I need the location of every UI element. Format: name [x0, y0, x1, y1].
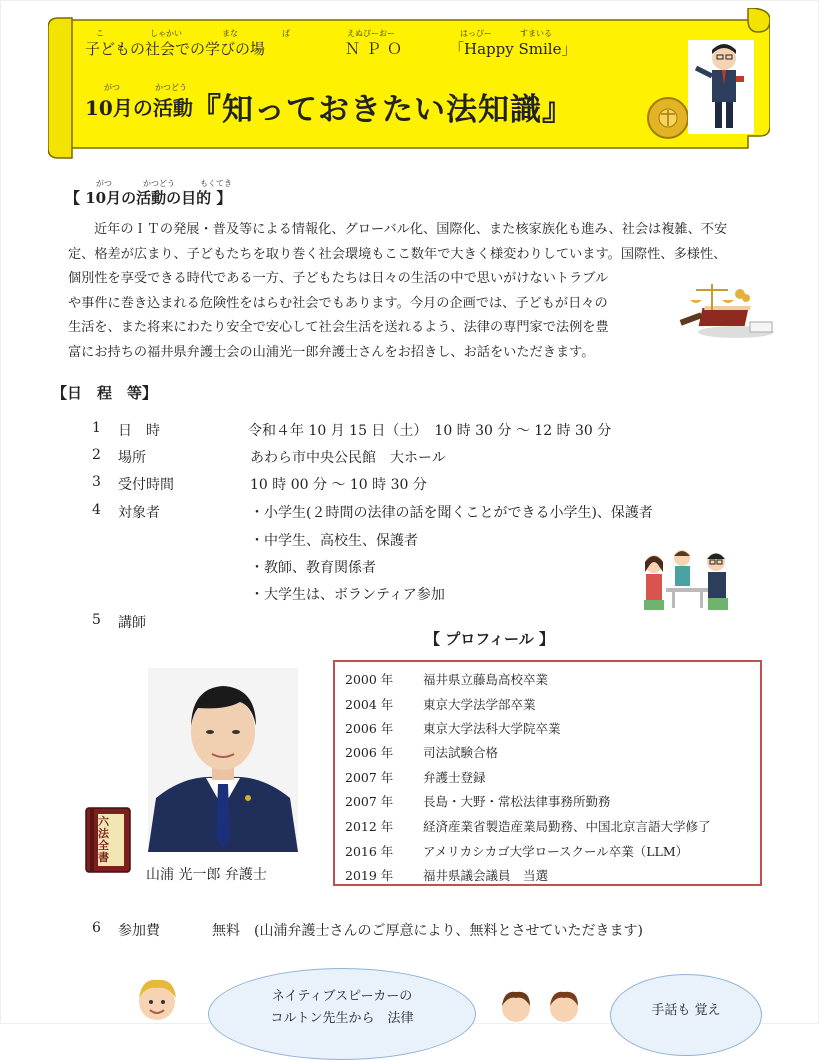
speech-bubble-left — [208, 968, 476, 1060]
profile-year: 2000 年 — [345, 672, 394, 687]
purpose-line: 富にお持ちの福井県弁護士会の山浦光一郎弁護士さんをお招きし、お話をいただきます。 — [68, 344, 595, 360]
lecturer-label: 講師 — [118, 615, 146, 631]
schedule-value: あわら市中央公民館 大ホール — [250, 450, 446, 466]
ruby-katsudou: かつどう — [155, 83, 187, 92]
law-book-label: 六法全書 — [98, 815, 109, 864]
profile-year: 2006 年 — [345, 745, 394, 760]
target-item: ・中学生、高校生、保護者 — [250, 533, 418, 549]
schedule-label: 対象者 — [118, 505, 160, 521]
profile-text: 経済産業省製造産業局勤務、中国北京言語大学修了 — [423, 819, 711, 834]
profile-year: 2012 年 — [345, 819, 394, 834]
profile-year: 2007 年 — [345, 794, 394, 809]
bubble-left-line1: ネイティブスピーカーの — [271, 989, 413, 1004]
ruby-gatsu: がつ — [104, 83, 120, 92]
teacher-illustration-icon — [688, 40, 754, 134]
target-item: ・大学生は、ボランティア参加 — [250, 587, 445, 603]
ruby-ba: ば — [282, 29, 290, 38]
ruby-npo: えぬぴーおー — [347, 29, 395, 38]
bubble-left-line2: コルトン先生から 法律 — [270, 1011, 414, 1026]
purpose-line: 生活を、また将来にわたり安全で安心して社会生活を送れるよう、法律の専門家で法例を豊 — [68, 320, 609, 335]
profile-text: 弁護士登録 — [423, 770, 486, 785]
profile-year: 2016 年 — [345, 844, 394, 859]
schedule-num: 2 — [92, 447, 101, 463]
fee-value: 無料 (山浦弁護士さんのご厚意により、無料とさせていただきます) — [212, 923, 643, 939]
schedule-heading: 【日 程 等】 — [52, 384, 158, 402]
schedule-label: 場所 — [118, 450, 146, 466]
purpose-paragraph — [68, 218, 768, 365]
banner-subtitle: 子どもの社会での学びの場 — [85, 40, 266, 58]
profile-text: 司法試験合格 — [423, 745, 499, 760]
purpose-line: 個別性を享受できる時代である一方、子どもたちは日々の生活の中で思いがけないトラブル — [68, 271, 609, 286]
ruby-happy: はっぴー — [460, 29, 492, 38]
schedule-value: 10 時 00 分 〜 10 時 30 分 — [250, 477, 427, 493]
children-icon — [494, 982, 590, 1024]
schedule-value: 令和４年 10 月 15 日（土） 10 時 30 分 〜 12 時 30 分 — [248, 423, 612, 439]
lawyer-badge-icon — [646, 96, 690, 140]
ruby-purpose-mokuteki: もくてき — [200, 179, 232, 188]
schedule-num: 3 — [92, 474, 101, 490]
schedule-num: 4 — [92, 502, 101, 518]
lecturer-num: 5 — [92, 612, 101, 628]
profile-heading: 【 プロフィール 】 — [425, 630, 554, 648]
target-item: ・教師、教育関係者 — [250, 560, 376, 576]
purpose-heading: 【 10月の活動の目的 】 — [65, 189, 232, 207]
bubble-right-line1: 手話も 覚え — [651, 1003, 721, 1018]
ruby-purpose-gatsu: がつ — [96, 179, 112, 188]
banner-month: 10月の活動 — [85, 96, 193, 120]
lawyer-name: 山浦 光一郎 弁護士 — [146, 867, 267, 883]
purpose-line: や事件に巻き込まれる危険性をはらむ社会でもあります。今月の企画では、子どもが日々の — [68, 295, 608, 311]
ruby-shakai: しゃかい — [150, 29, 182, 38]
native-teacher-icon — [132, 972, 182, 1024]
schedule-num: 1 — [92, 420, 101, 436]
ruby-purpose-katsudou: かつどう — [143, 179, 175, 188]
purpose-line: 近年のＩＴの発展・普及等による情報化、グローバル化、国際化、また核家族化も進み、社会は複雑、不安 — [94, 222, 728, 237]
schedule-label: 日 時 — [118, 423, 160, 439]
schedule-value: ・小学生(２時間の法律の話を聞くことができる小学生)、保護者 — [250, 505, 653, 521]
profile-text: アメリカシカゴ大学ロースクール卒業（LLM） — [423, 844, 689, 859]
profile-text: 長島・大野・常松法律事務所勤務 — [423, 794, 611, 809]
profile-year: 2004 年 — [345, 697, 394, 712]
profile-text: 東京大学法科大学院卒業 — [423, 721, 561, 736]
banner-npo: ＮＰＯ — [345, 40, 409, 58]
profile-text: 福井県議会議員 当選 — [423, 868, 549, 883]
profile-year: 2007 年 — [345, 770, 394, 785]
family-meeting-icon — [636, 544, 740, 614]
profile-year: 2006 年 — [345, 721, 394, 736]
speech-bubble-right — [610, 974, 762, 1056]
ruby-smile: すまいる — [520, 29, 552, 38]
profile-text: 東京大学法学部卒業 — [423, 697, 536, 712]
fee-label: 参加費 — [118, 923, 160, 939]
schedule-label: 受付時間 — [118, 477, 174, 493]
lawyer-photo — [148, 668, 298, 852]
purpose-line: 定、格差が広まり、子どもたちを取り巻く社会環境もここ数年で大きく様変わりしています。国際性、多様性、 — [68, 246, 727, 262]
profile-text: 福井県立藤島高校卒業 — [423, 672, 549, 687]
ruby-manabi: まな — [222, 29, 238, 38]
profile-year: 2019 年 — [345, 868, 394, 883]
banner-happy-smile: 「Happy Smile」 — [449, 40, 577, 58]
scales-of-justice-icon — [676, 282, 776, 342]
banner-title: 『知っておきたい法知識』 — [190, 92, 574, 128]
ruby-kodomo: こ — [96, 29, 104, 38]
fee-num: 6 — [92, 920, 101, 936]
